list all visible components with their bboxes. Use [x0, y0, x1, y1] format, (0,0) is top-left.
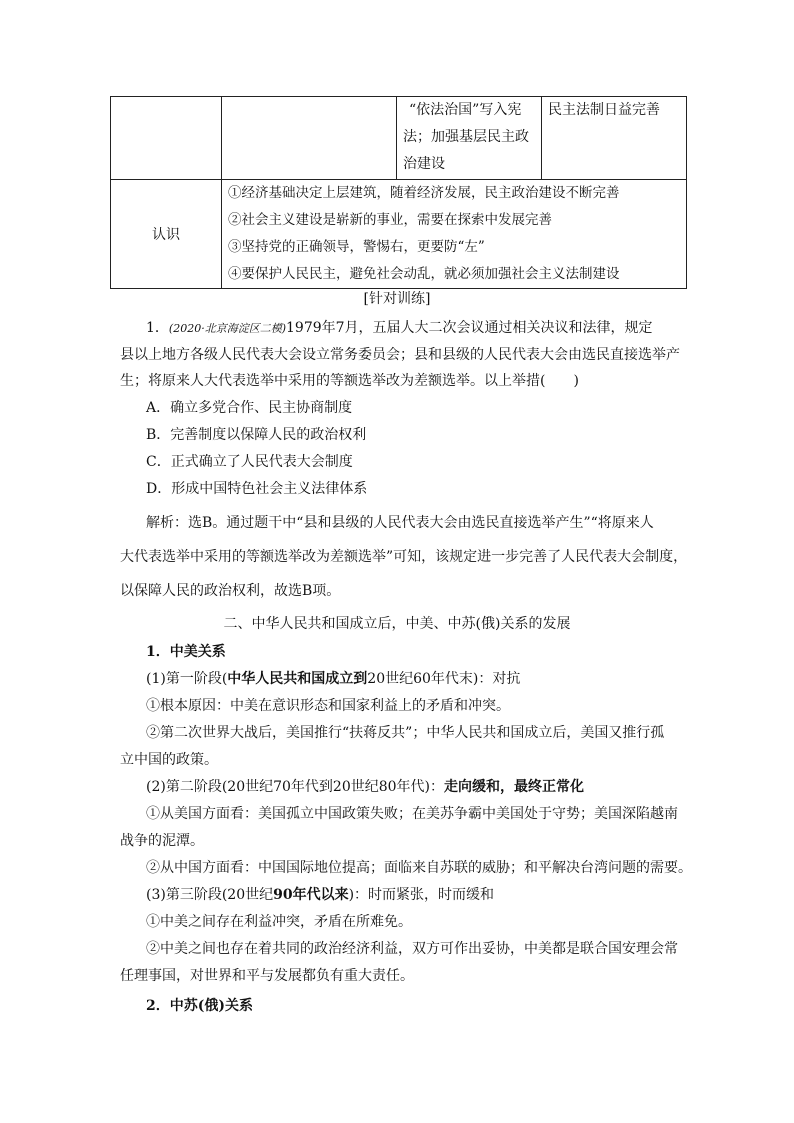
stage-heading: (1)第一阶段(中华人民共和国成立到20世纪60年代末)：对抗: [146, 671, 521, 687]
question-number: 1．: [146, 320, 169, 336]
option-a: A．确立多党合作、民主协商制度: [146, 400, 353, 416]
option-c: C．正式确立了人民代表大会制度: [146, 454, 353, 470]
table-cell: [111, 97, 222, 180]
cell-line: “依法治国”写入宪: [409, 102, 522, 118]
subheading: 2．中苏(俄)关系: [146, 998, 253, 1014]
row-label: 认识: [111, 180, 222, 289]
question-source: (2020·北京海淀区二模): [168, 322, 286, 335]
table-cell: [222, 180, 687, 289]
subheading: 1．中美关系: [146, 644, 226, 660]
table-row: [111, 180, 687, 289]
analysis-line: 大代表选举中采用的等额选举改为差额选举”可知，该规定进一步完善了人民代表大会制度，: [120, 549, 688, 565]
body-line: ①从美国方面看：美国孤立中国政策失败；在美苏争霸中美国处于守势；美国深陷越南: [146, 806, 678, 822]
analysis-line: 解析：选B。通过题干中“县和县级的人民代表大会由选民直接选举产生”“将原来人: [146, 515, 654, 531]
insight-item: ②社会主义建设是崭新的事业，需要在探索中发展完善: [228, 212, 552, 228]
section-heading: 二、中华人民共和国成立后，中美、中苏(俄)关系的发展: [223, 616, 571, 632]
body-line: ①根本原因：中美在意识形态和国家利益上的矛盾和冲突。: [146, 698, 510, 714]
stage-heading: (3)第三阶段(20世纪90年代以来)：时而紧张，时而缓和: [146, 887, 495, 903]
table-cell: [222, 97, 397, 180]
body-line: ②从中国方面看：中国国际地位提高；面临来自苏联的威胁；和平解决台湾问题的需要。: [146, 860, 692, 876]
stage-heading: (2)第二阶段(20世纪70年代到20世纪80年代)：走向缓和，最终正常化: [146, 779, 585, 795]
cell-line: 法；加强基层民主政: [403, 129, 529, 145]
question-stem-line: 生；将原来人大代表选举中采用的等额选举改为差额选举。以上举措( ): [120, 373, 579, 389]
body-line: ②中美之间也存在着共同的政治经济利益，双方可作出妥协，中美都是联合国安理会常: [146, 941, 678, 957]
training-heading: [针对训练]: [363, 291, 431, 307]
question-first-line: [146, 318, 653, 339]
body-line: 战争的泥潭。: [120, 833, 204, 849]
body-line: ②第二次世界大战后，美国推行“扶蒋反共”；中华人民共和国成立后，美国又推行孤: [146, 725, 665, 741]
question-stem-line: 1979年7月，五届人大二次会议通过相关决议和法律，规定: [286, 320, 653, 336]
insight-item: ④要保护人民民主，避免社会动乱，就必须加强社会主义法制建设: [228, 266, 620, 282]
table-cell: [397, 97, 542, 180]
body-line: ①中美之间存在利益冲突，矛盾在所难免。: [146, 914, 412, 930]
cell-line: 治建设: [403, 156, 445, 172]
option-d: D．形成中国特色社会主义法律体系: [146, 481, 368, 497]
summary-table: [110, 96, 687, 289]
insight-item: ③坚持党的正确领导，警惕右，更要防“左”: [228, 239, 485, 255]
question-stem-line: 县以上地方各级人民代表大会设立常务委员会；县和县级的人民代表大会由选民直接选举产: [120, 347, 680, 363]
table-row: [111, 97, 687, 180]
option-b: B．完善制度以保障人民的政治权利: [146, 427, 367, 443]
analysis-line: 以保障人民的政治权利，故选B项。: [120, 583, 341, 599]
body-line: 立中国的政策。: [120, 752, 218, 768]
body-line: 任理事国，对世界和平与发展都负有重大责任。: [120, 968, 414, 984]
table-cell: 民主法制日益完善: [542, 97, 687, 180]
insight-item: ①经济基础决定上层建筑，随着经济发展，民主政治建设不断完善: [228, 185, 620, 201]
